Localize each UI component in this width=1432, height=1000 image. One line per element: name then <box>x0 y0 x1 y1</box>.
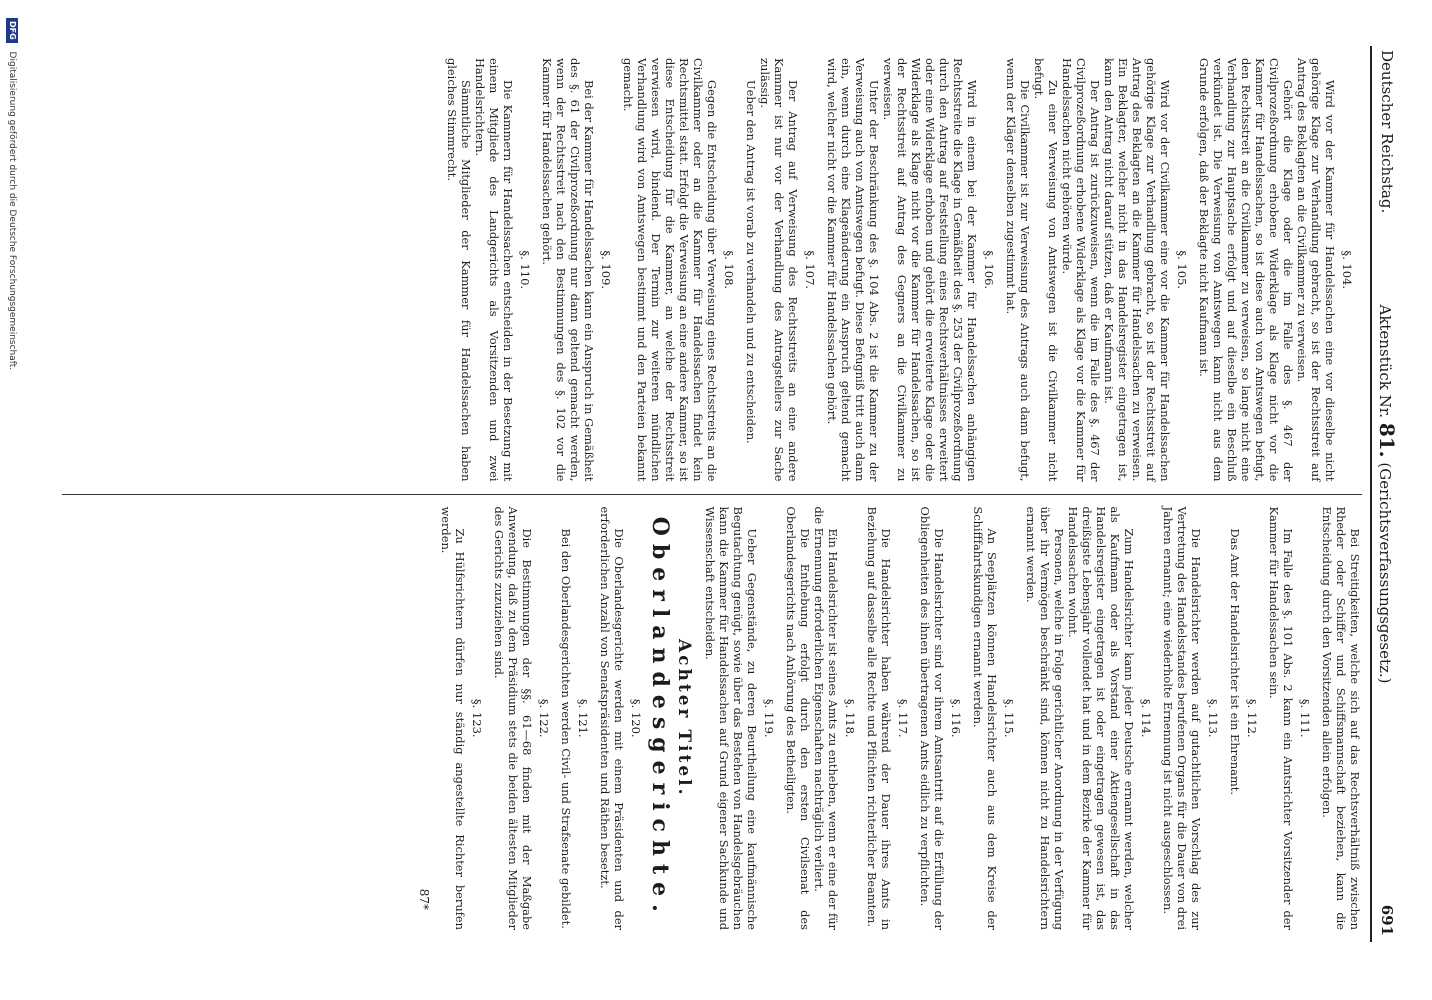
section-heading: §. 104. <box>1340 250 1354 290</box>
section-heading: §. 112. <box>1245 698 1259 738</box>
paragraph: Unter der Beschränkung des §. 104 Abs. 2 ist die Kammer zu der Verweisung auch von Amtswegen befugt. Diese Befugniß tritt auch dann ein, wenn durch eine Klageänderung ein Anspruch geltend gemacht wird, welcher nicht vor die Kammer für Handelssachen gehört. <box>825 58 881 482</box>
section-heading: §. 119. <box>762 698 776 738</box>
paragraph: Die Handelsrichter haben während der Dauer ihres Amts in Beziehung auf dasselbe alle Rechte und Pflichten richterlicher Beamten. <box>865 506 893 930</box>
paragraph: Personen, welche in Folge gerichtlicher Anordnung in der Verfügung über ihr Vermögen beschränkt sind, können nicht zu Handelsrichtern ernannt werden. <box>1024 506 1066 930</box>
header-center <box>1370 46 1402 942</box>
digitization-footer <box>0 0 24 1000</box>
paragraph: Bei Streitigkeiten, welche sich auf das Rechtsverhältniß zwischen Rheder oder Schiffer und Schiffsmannschaft beziehen, kann die Entscheidung durch den Vorsitzenden allein erfolgen. <box>1320 506 1362 930</box>
paragraph: Die Enthebung erfolgt durch den ersten Civilsenat des Oberlandesgerichts nach Anhörung des Betheiligten. <box>784 506 812 930</box>
section-heading: §. 116. <box>949 698 963 738</box>
dfg-logo: DFG <box>6 18 18 43</box>
paragraph: Die Oberlandesgerichte werden mit einem Präsidenten und der erforderlichen Anzahl von Senatspräsidenten und Räthen besetzt. <box>598 506 626 930</box>
paragraph: Bei den Oberlandesgerichten werden Civil- und Strafsenate gebildet. <box>559 528 573 929</box>
section-heading: §. 123. <box>470 698 484 738</box>
section-heading: §. 114. <box>1139 698 1153 738</box>
paragraph: Die Kammern für Handelssachen entscheiden in der Besetzung mit einem Mitgliede des Landgerichts als Vorsitzenden und zwei Handelsrichtern. <box>473 58 515 482</box>
section-heading: §. 117. <box>896 698 910 738</box>
paragraph: Die Bestimmungen der §§. 61—68 finden mit der Maßgabe Anwendung, daß zu dem Präsidium stets die beiden ältesten Mitglieder des Gerichts zuzuziehen sind. <box>492 506 534 930</box>
section-heading: §. 106. <box>982 250 996 290</box>
section-heading: §. 105. <box>1175 250 1189 290</box>
header-number: 81. <box>1375 422 1399 458</box>
paragraph: Bei der Kammer für Handelssachen kann ein Anspruch in Gemäßheit des §. 61 der Civilprozeßordnung nur dann geltend gemacht werden, wenn der Rechtsstreit nach den Bestimmungen des §. 102 vor die Kammer für Handelssachen gehört. <box>540 58 596 482</box>
paragraph: Zum Handelsrichter kann jeder Deutsche ernannt werden, welcher als Kaufmann oder als Vorstand einer Aktiengesellschaft in das Handelsregister eingetragen ist oder eingetragen gewesen ist, das dreißigste Lebensjahr vollendet hat und in dem Bezirke der Kammer für Handelssachen wohnt. <box>1066 506 1136 930</box>
paragraph: Zu Hülfsrichtern dürfen nur ständig angestellte Richter berufen werden. <box>439 506 467 930</box>
paragraph: Im Falle des §. 101 Abs. 2 kann ein Amtsrichter Vorsitzender der Kammer für Handelssachen sein. <box>1267 506 1295 930</box>
text-columns <box>62 46 1362 942</box>
paragraph: Sämmtliche Mitglieder der Kammer für Handelssachen haben gleiches Stimmrecht. <box>445 58 473 482</box>
section-heading: §. 115. <box>1002 698 1016 738</box>
section-heading: §. 122. <box>537 698 551 738</box>
right-column <box>62 494 1362 943</box>
paragraph: An Seeplätzen können Handelsrichter auch aus dem Kreise der Schifffahrtskundigen ernannt werden. <box>971 506 999 930</box>
paragraph: Die Handelsrichter werden auf gutachtlichen Vorschlag des zur Vertretung des Handelsstandes berufenen Organs für die Dauer von drei Jahren ernannt; eine wiederholte Ernennung ist nicht ausgeschlossen. <box>1161 506 1203 930</box>
paragraph: Ueber den Antrag ist vorab zu verhandeln und zu entscheiden. <box>744 80 758 444</box>
section-heading: §. 121. <box>576 698 590 738</box>
section-heading: §. 107. <box>803 250 817 290</box>
section-heading: §. 113. <box>1206 698 1220 738</box>
paragraph: Wird in einem bei der Kammer für Handelssachen anhängigen Rechtsstreite die Klage in Gemäßheit des §. 253 der Civilprozeßordnung durch den Antrag auf Feststellung eines Rechtsverhältnisses erweitert oder eine Widerklage erhoben und gehört die erweiterte Klage oder die Widerklage als Klage nicht vor die Kammer für Handelssachen, so ist der Rechtsstreit auf Antrag des Gegners an die Civilkammer zu verweisen. <box>881 58 979 482</box>
section-heading: §. 111. <box>1298 698 1312 738</box>
paragraph: Die Handelsrichter sind vor ihrem Amtsantritt auf die Erfüllung der Obliegenheiten des ihnen übertragenen Amts eidlich zu verpflichten. <box>918 506 946 930</box>
page-number: 691 <box>1378 904 1396 936</box>
paragraph: Ein Handelsrichter ist seines Amts zu entheben, wenn er eine der für die Ernennung erforderlichen Eigenschaften nachträglich verliert. <box>812 506 840 930</box>
paragraph: Der Antrag auf Verweisung des Rechtsstreits an eine andere Kammer ist nur vor der Verhandlung des Antragstellers zur Sache zulässig. <box>758 58 800 482</box>
page-header <box>1370 46 1402 942</box>
paragraph: Ueber Gegenstände, zu deren Beurtheilung eine kaufmännische Begutachtung genügt, sowie über das Bestehen von Handelsgebräuchen kann die Kammer für Handelssachen auf Grund eigener Sachkunde und Wissenschaft entscheiden. <box>703 506 759 930</box>
chapter-title: Achter Titel. <box>674 638 694 798</box>
header-center-label: Aktenstück Nr. <box>1376 304 1394 419</box>
section-heading: §. 109. <box>599 250 613 290</box>
section-heading: §. 120. <box>629 698 643 738</box>
paragraph: Die Civilkammer ist zur Verweisung des Antrags auch dann befugt, wenn der Kläger denselben zugestimmt hat. <box>1004 58 1032 482</box>
folio-mark: 87* <box>417 888 431 910</box>
header-left: Deutscher Reichstag. <box>1378 50 1396 214</box>
paragraph: Das Amt der Handelsrichter ist ein Ehrenamt. <box>1228 528 1242 795</box>
footer-text: Digitalisierung gefördert durch die Deutsche Forschungsgemeinschaft. <box>7 51 17 371</box>
left-column <box>62 46 1362 494</box>
paragraph: Gehört die Klage oder die im Falle des §. 467 der Civilprozeßordnung erhobene Widerklage als Klage nicht vor die Kammer für Handelssachen, so ist diese auch von Amtswegen befugt, den Rechtsstreit an die Civilkammer zu verweisen, so lange nicht eine Verhandlung zur Hauptsache erfolgt und auf dieselbe ein Beschluß verkündet ist. Die Verweisung von Amtswegen kann nicht aus dem Grunde erfolgen, daß der Beklagte nicht Kaufmann ist. <box>1197 58 1295 482</box>
header-subtitle: (Gerichtsverfassungsgesetz.) <box>1376 462 1394 684</box>
section-heading: §. 110. <box>518 250 532 290</box>
section-heading: §. 108. <box>722 250 736 290</box>
paragraph: Wird vor der Civilkammer eine vor die Kammer für Handelssachen gehörige Klage zur Verhandlung gebracht, so ist der Rechtsstreit auf Antrag des Beklagten an die Kammer für Handelssachen zu verweisen. Ein Beklagter, welcher nicht in das Handelsregister eingetragen ist, kann den Antrag nicht darauf stützen, daß er Kaufmann ist. <box>1102 58 1172 482</box>
section-heading: §. 118. <box>843 698 857 738</box>
paragraph: Wird vor der Kammer für Handelssachen eine vor dieselbe nicht gehörige Klage zur Verhandlung gebracht, so ist der Rechtsstreit auf Antrag des Beklagten an die Civilkammer zu verweisen. <box>1295 58 1337 482</box>
paragraph: Gegen die Entscheidung über Verweisung eines Rechtsstreits an die Civilkammer oder an die Kammer für Handelssachen findet kein Rechtsmittel statt. Erfolgt die Verweisung an eine andere Kammer, so ist diese Entscheidung für die Kammer, an welche der Rechtsstreit verwiesen wird, bindend. Der Termin zur weiteren mündlichen Verhandlung wird von Amtswegen bestimmt und den Parteien bekannt gemacht. <box>621 58 719 482</box>
paragraph: Der Antrag ist zurückzuweisen, wenn die im Falle des §. 467 der Civilprozeßordnung erhobene Widerklage als Klage vor die Kammer für Handelssachen nicht gehören würde. <box>1060 58 1102 482</box>
paragraph: Zu einer Verweisung von Amtswegen ist die Civilkammer nicht befugt. <box>1032 58 1060 482</box>
chapter-subtitle: Oberlandesgerichte. <box>647 516 673 920</box>
